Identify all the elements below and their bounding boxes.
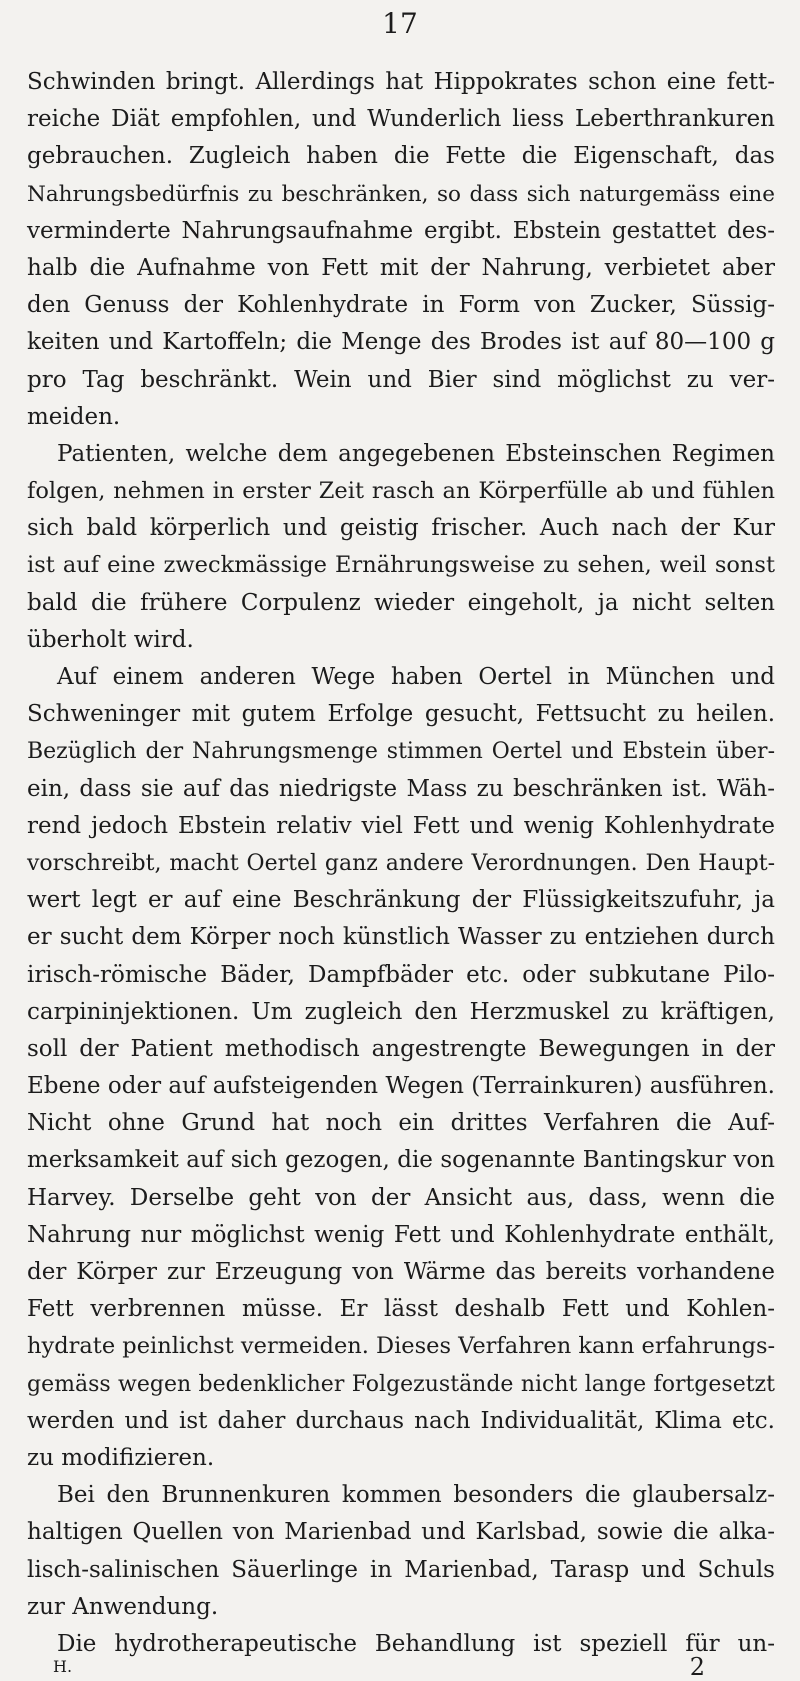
text-line: Schwinden bringt. Allerdings hat Hippokrates schon eine fett-	[27, 69, 775, 95]
text-line: Nahrung nur möglichst wenig Fett und Kohlenhydrate enthält,	[27, 1221, 775, 1248]
text-line: Ebene oder auf aufsteigenden Wegen (Terrainkuren) ausführen.	[27, 1073, 775, 1100]
text-line: carpininjektionen. Um zugleich den Herzmuskel zu kräftigen,	[27, 998, 775, 1025]
text-line: soll der Patient methodisch angestrengte Bewegungen in der	[27, 1035, 775, 1062]
text-line: Nahrungsbedürfnis zu beschränken, so dass sich naturgemäss eine	[27, 181, 775, 207]
text-line: zur Anwendung.	[27, 1593, 219, 1620]
text-line: der Körper zur Erzeugung von Wärme das bereits vorhandene	[27, 1259, 775, 1285]
text-line: ist auf eine zweckmässige Ernährungsweise zu sehen, weil sonst	[27, 552, 775, 579]
text-line: vorschreibt, macht Oertel ganz andere Verordnungen. Den Haupt-	[27, 850, 775, 876]
text-line: überholt wird.	[27, 626, 194, 653]
page-number: 17	[382, 7, 418, 40]
text-line: ein, dass sie auf das niedrigste Mass zu beschränken ist. Wäh-	[27, 775, 775, 802]
text-line: Schweninger mit gutem Erfolge gesucht, Fettsucht zu heilen.	[27, 701, 775, 728]
text-line: reiche Diät empfohlen, und Wunderlich liess Leberthrankuren	[27, 106, 775, 133]
text-line: gemäss wegen bedenklicher Folgezustände nicht lange fortgesetzt	[27, 1371, 775, 1397]
text-line: lisch-salinischen Säuerlinge in Marienbad, Tarasp und Schuls	[27, 1556, 775, 1583]
text-line: keiten und Kartoffeln; die Menge des Brodes ist auf 80—100 g	[27, 329, 775, 356]
text-lines	[27, 64, 775, 1663]
text-line: Bezüglich der Nahrungsmenge stimmen Oertel und Ebstein über-	[27, 739, 775, 765]
signature-mark: H.	[53, 1657, 73, 1677]
text-line: pro Tag beschränkt. Wein und Bier sind möglichst zu ver-	[27, 366, 775, 393]
text-line: irisch-römische Bäder, Dampfbäder etc. oder subkutane Pilo-	[27, 961, 775, 988]
text-line: Harvey. Derselbe geht von der Ansicht aus, dass, wenn die	[27, 1184, 775, 1211]
text-line: gebrauchen. Zugleich haben die Fette die Eigenschaft, das	[27, 143, 775, 170]
text-line: zu modifizieren.	[27, 1444, 215, 1471]
text-line: Auf einem anderen Wege haben Oertel in München und	[57, 664, 775, 690]
text-line: Patienten, welche dem angegebenen Ebsteinschen Regimen	[57, 440, 775, 467]
text-line: wert legt er auf eine Beschränkung der Flüssigkeitszufuhr, ja	[27, 887, 775, 914]
text-line: rend jedoch Ebstein relativ viel Fett und wenig Kohlenhydrate	[27, 812, 775, 839]
text-line: meiden.	[27, 403, 121, 430]
text-line: er sucht dem Körper noch künstlich Wasser zu entziehen durch	[27, 924, 775, 951]
text-line: haltigen Quellen von Marienbad und Karlsbad, sowie die alka-	[27, 1519, 775, 1546]
text-line: Bei den Brunnenkuren kommen besonders die glaubersalz-	[57, 1482, 775, 1509]
text-line: hydrate peinlichst vermeiden. Dieses Verfahren kann erfahrungs-	[27, 1333, 776, 1360]
text-line: sich bald körperlich und geistig frischer. Auch nach der Kur	[27, 515, 775, 542]
text-line: den Genuss der Kohlenhydrate in Form von Zucker, Süssig-	[27, 292, 775, 319]
body-text	[27, 64, 775, 1679]
text-line: bald die frühere Corpulenz wieder eingeholt, ja nicht selten	[27, 589, 775, 616]
text-line: werden und ist daher durchaus nach Individualität, Klima etc.	[27, 1407, 775, 1434]
text-line: Die hydrotherapeutische Behandlung ist speziell für un-	[57, 1630, 775, 1657]
text-line: merksamkeit auf sich gezogen, die sogenannte Bantingskur von	[27, 1147, 775, 1174]
text-line: folgen, nehmen in erster Zeit rasch an Körperfülle ab und fühlen	[27, 478, 775, 505]
text-line: halb die Aufnahme von Fett mit der Nahrung, verbietet aber	[27, 254, 775, 281]
text-line: verminderte Nahrungsaufnahme ergibt. Ebstein gestattet des-	[27, 217, 775, 244]
text-line: Nicht ohne Grund hat noch ein drittes Verfahren die Auf-	[27, 1110, 775, 1137]
sheet-number: 2	[689, 1653, 705, 1681]
text-line: Fett verbrennen müsse. Er lässt deshalb Fett und Kohlen-	[27, 1296, 775, 1323]
